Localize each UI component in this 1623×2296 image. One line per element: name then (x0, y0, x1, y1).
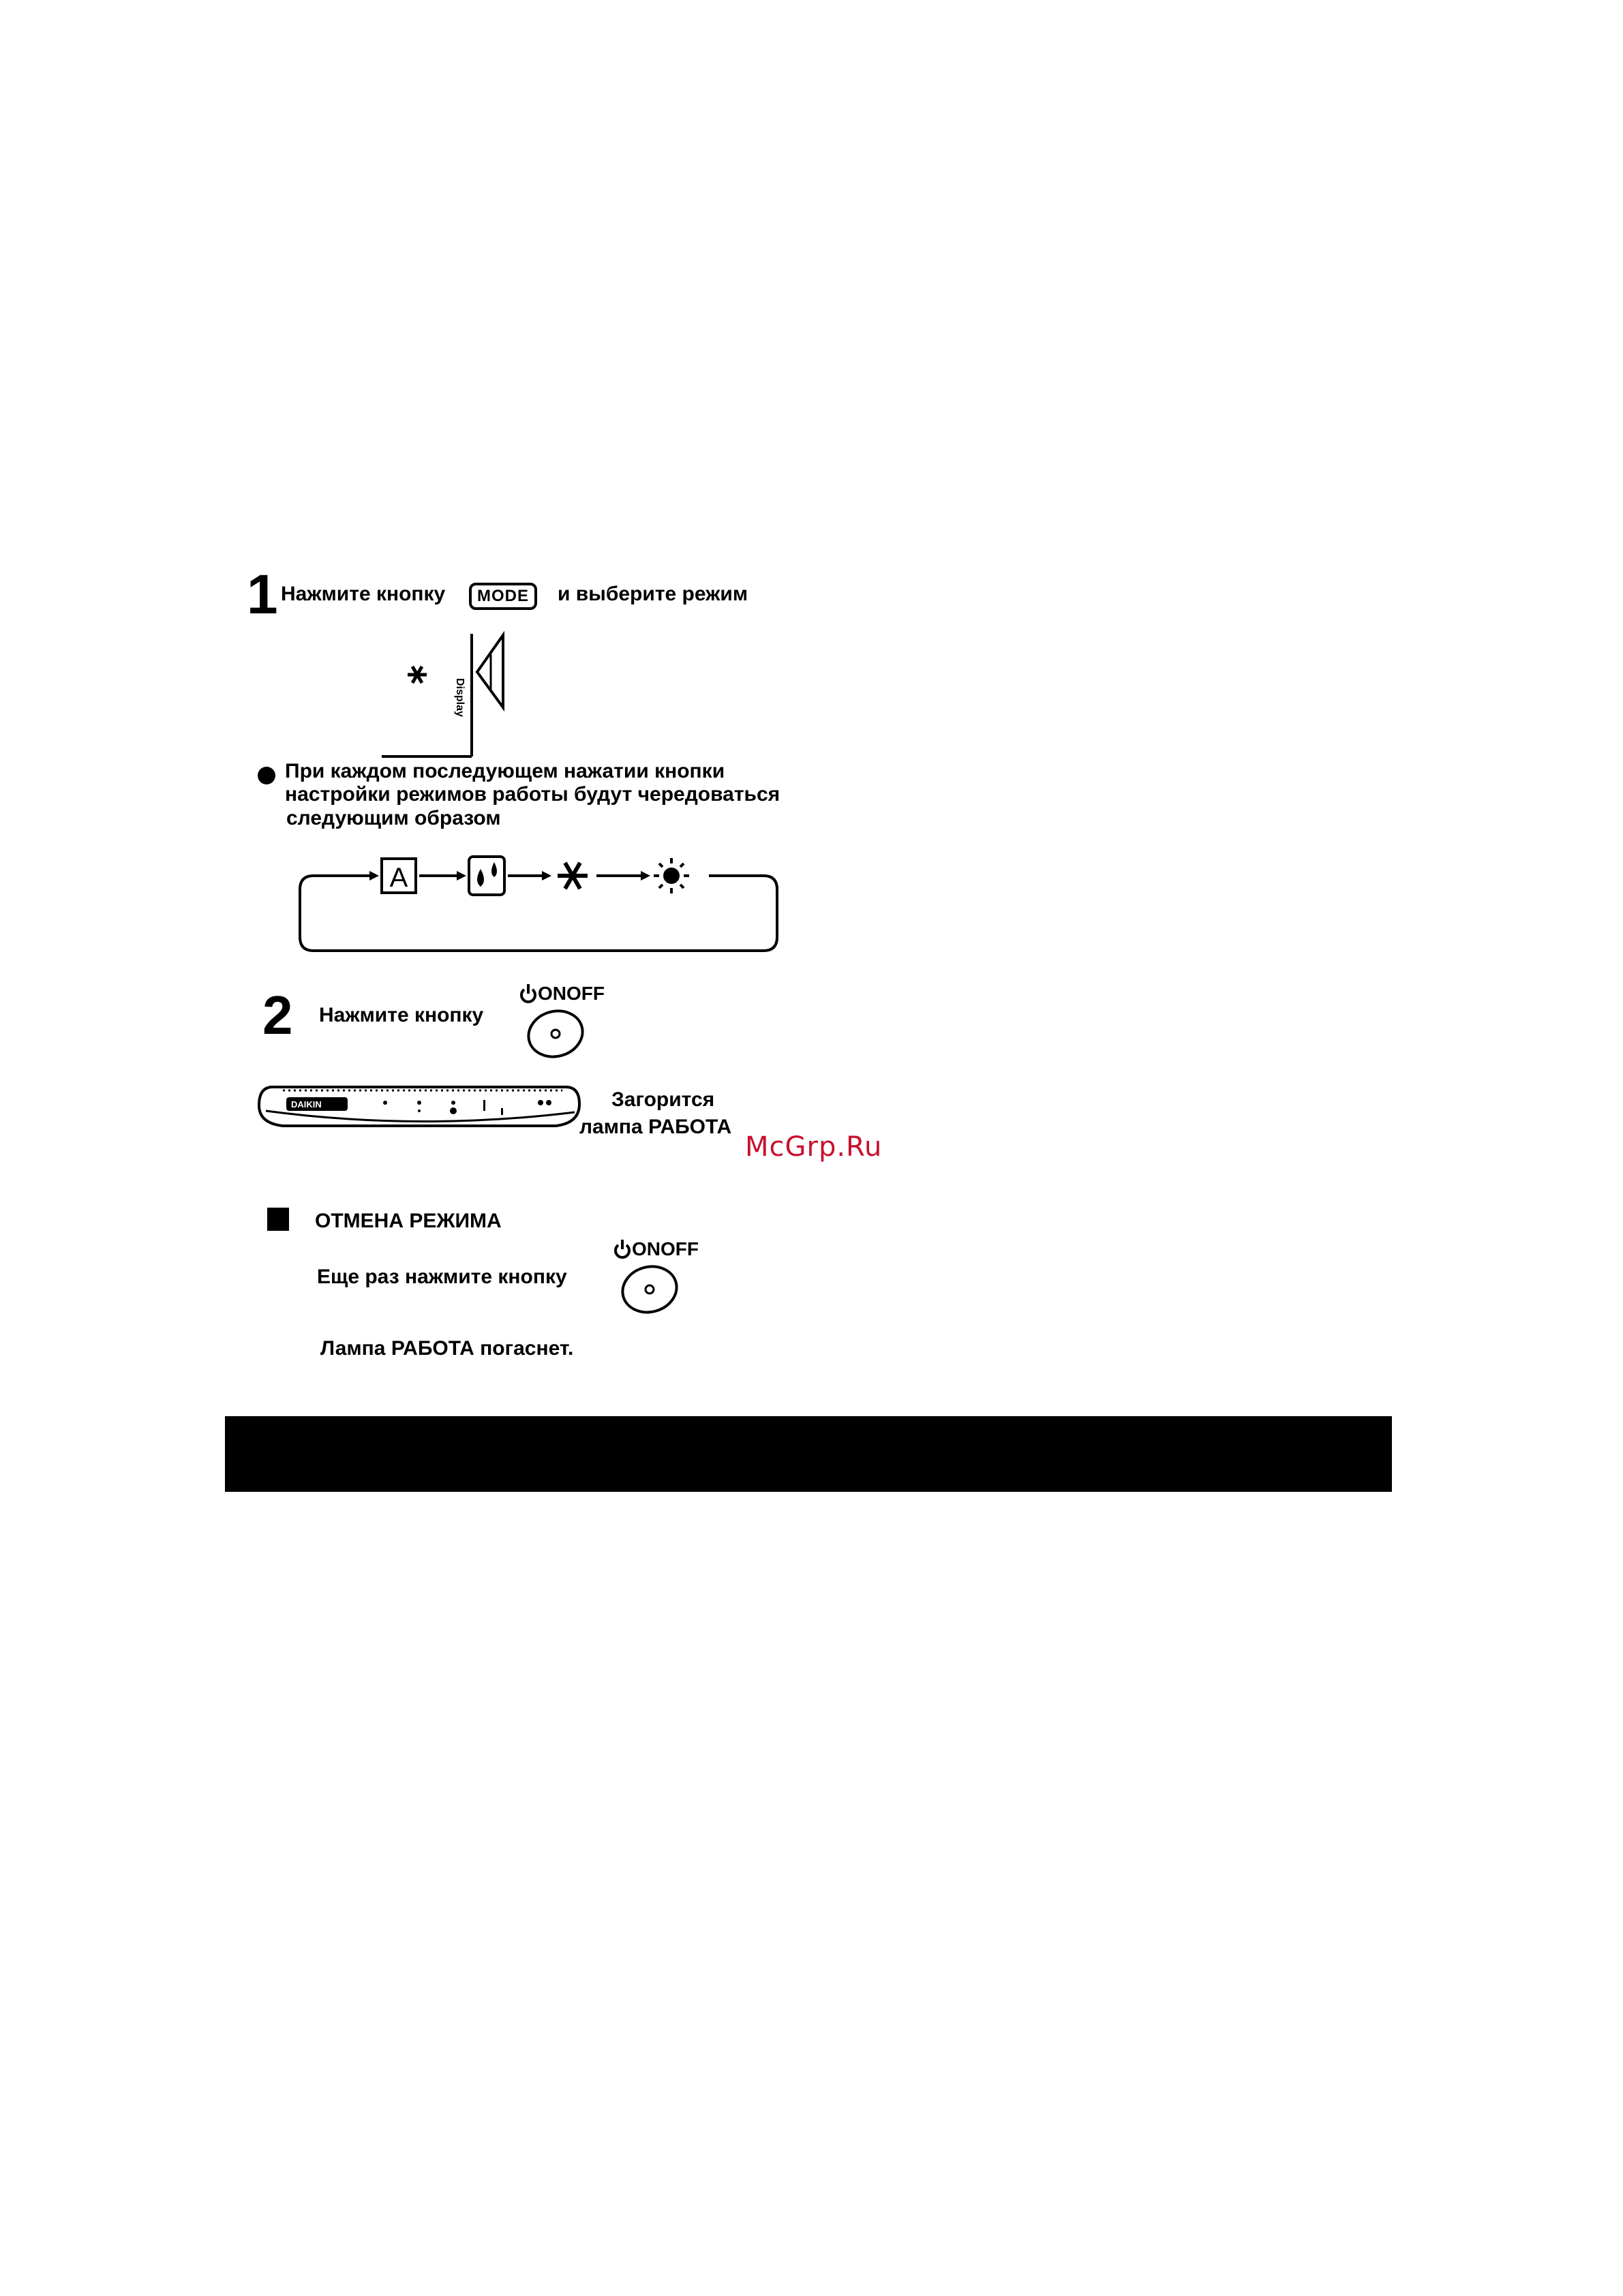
onoff-button-step2[interactable] (515, 981, 603, 1070)
mode-cycle-diagram (293, 848, 784, 958)
svg-text:DAIKIN: DAIKIN (291, 1099, 322, 1109)
lamp-on-line-2: лампа РАБОТА (579, 1116, 732, 1138)
watermark-text: McGrp.Ru (745, 1131, 883, 1163)
heat-mode-icon (654, 858, 689, 893)
power-icon (616, 1240, 629, 1257)
cancel-text: Еще раз нажмите кнопку (317, 1266, 567, 1288)
dry-mode-icon (469, 857, 504, 895)
svg-text:ONOFF: ONOFF (632, 1238, 699, 1259)
cancel-title: ОТМЕНА РЕЖИМА (315, 1210, 502, 1232)
cool-mode-icon (558, 863, 588, 889)
note-line-1: При каждом последующем нажатии кнопки (285, 760, 725, 782)
cancel-result: Лампа РАБОТА погаснет. (320, 1337, 574, 1360)
lamp-on-line-1: Загорится (611, 1088, 715, 1111)
auto-mode-icon (382, 859, 416, 893)
step-1-text: Нажмите кнопку (281, 583, 446, 605)
step-2-number: 2 (262, 985, 293, 1045)
svg-text:ONOFF: ONOFF (538, 983, 605, 1004)
display-label: Display (454, 678, 466, 717)
svg-text:A: A (389, 863, 408, 893)
note-line-2: настройки режимов работы будут чередоваться (285, 783, 780, 806)
note-line-3: следующим образом (286, 807, 501, 829)
cancel-square-bullet (267, 1208, 289, 1231)
bullet-dot (258, 767, 275, 784)
indoor-unit-panel (256, 1084, 583, 1131)
black-bar (225, 1416, 1392, 1492)
cool-snowflake-icon (408, 667, 427, 683)
mode-button[interactable]: MODE (469, 583, 537, 610)
power-icon (521, 984, 535, 1002)
step-1-number: 1 (247, 564, 278, 626)
step-1-text-after: и выберите режим (558, 583, 748, 605)
onoff-button-cancel[interactable] (609, 1237, 697, 1326)
step-2-text: Нажмите кнопку (319, 1004, 484, 1026)
